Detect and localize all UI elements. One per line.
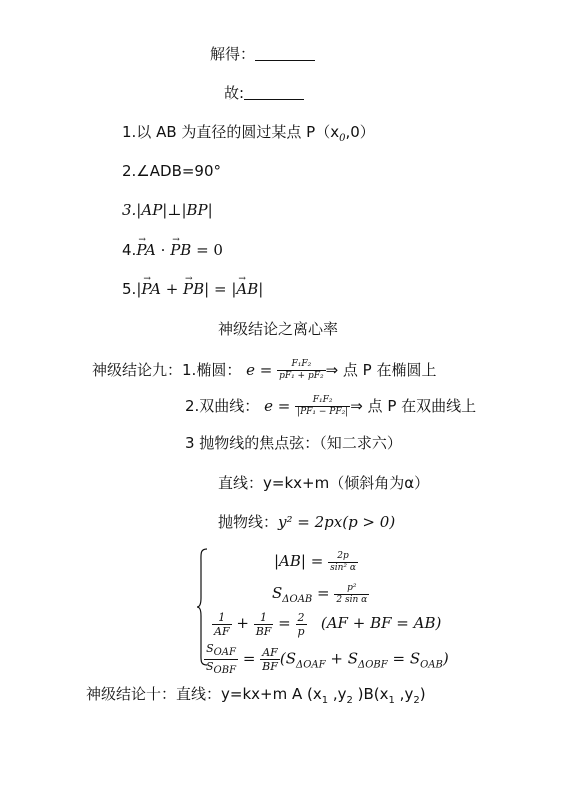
parabola-equation: y² = 2px(p > 0) <box>278 513 396 531</box>
ab-fraction <box>328 551 358 574</box>
condition-2-text: 2.∠ADB=90° <box>122 162 222 180</box>
condition-4: 4.→ PA · → PB = 0 <box>122 240 223 260</box>
parabola-prefix: 抛物线： <box>218 513 279 531</box>
recip-af: $\frac{1}{AF}$ <box>214 610 230 638</box>
vector-pb-2: → PB <box>183 279 204 299</box>
ten-end: ) <box>419 685 426 703</box>
area-num: p² <box>334 583 369 595</box>
conclusion-ten <box>86 684 426 711</box>
ab-num: 2p <box>328 551 358 563</box>
parabola-line <box>218 512 395 532</box>
vector-pa: → PA <box>136 240 156 260</box>
area-symbol: S <box>272 584 283 602</box>
solve-label: 解得： <box>210 45 256 63</box>
ten-sub-2: 2 <box>346 695 353 706</box>
area-sub: ΔOAB <box>282 594 313 605</box>
hyperbola-den: |PF₁ − PF₂| <box>297 407 349 417</box>
therefore-blank <box>244 85 304 100</box>
ellipse-prefix: 1.椭圆： <box>182 361 242 379</box>
ellipse-result: ⇒ 点 P 在椭圆上 <box>325 361 437 379</box>
ellipse-line: 神级结论九：1.椭圆： e = $\frac{\text{F₁F₂}}{\text{pF₁ + pF₂}}$ ⇒ 点 P 在椭圆上 <box>92 359 437 381</box>
section-title: 神级结论之离心率 <box>218 320 339 338</box>
ten-mid-3: ,y <box>394 685 414 703</box>
system-row-ratio: $\frac{S_{OAF}}{S_{OBF}}$ = $\frac{AF}{BF}$ $(S_{\Delta OAF} + S_{\Delta OBF} = S_{OAB})$ <box>206 642 449 677</box>
area-fraction <box>334 583 369 606</box>
hyperbola-line: 2.双曲线： e = $\frac{\text{F₁F₂}}{\text{|PF₁ − PF₂|}}$ ⇒ 点 P 在双曲线上 <box>185 395 477 417</box>
condition-4-text: 4. <box>122 241 137 259</box>
condition-2 <box>122 161 221 181</box>
system-row-recip: $\frac{1}{AF}$ + $\frac{1}{BF}$ = $\frac{2}{p}$ (AF + BF = AB) <box>214 610 442 638</box>
ab-den: sin² α <box>330 562 356 573</box>
condition-1 <box>122 122 375 149</box>
conclusion-ten-label: 神级结论十：直线：y=kx+m A (x <box>86 685 322 703</box>
ellipse-num: F₁F₂ <box>277 359 326 371</box>
solve-blank <box>255 46 315 61</box>
conclusion-nine-label: 神级结论九： <box>92 361 183 379</box>
condition-1-text: 1.以 AB 为直径的圆过某点 P（x <box>122 123 340 141</box>
ratio-tail: (S <box>279 649 297 668</box>
therefore-label: 故: <box>224 84 245 102</box>
condition-3 <box>122 200 213 220</box>
solve-line <box>210 44 315 64</box>
system-row-area: $S_{\Delta OAB}$ = $\frac{\text{p²}}{\text{2 sin α}}$ <box>272 582 368 605</box>
ten-sub-3: 1 <box>388 695 395 706</box>
ellipse-den: pF₁ + pF₂ <box>279 371 324 381</box>
ab-left: |AB| = <box>274 552 324 570</box>
vector-pb: → PB <box>170 240 191 260</box>
ten-mid-2: )B(x <box>352 685 389 703</box>
ratio-right: $\frac{AF}{BF}$ <box>262 646 278 674</box>
ten-sub-1: 1 <box>321 695 329 706</box>
condition-1-sub: 0 <box>339 133 346 144</box>
hyperbola-num: F₁F₂ <box>295 395 350 407</box>
condition-1-tail: ,0） <box>345 123 375 141</box>
condition-5: 5.|→ PA + → PB| = |→ AB| <box>122 279 263 299</box>
hyperbola-fraction <box>295 395 350 418</box>
ten-sub-4: 2 <box>413 695 420 706</box>
area-den: 2 sin α <box>336 594 368 605</box>
vector-pa-2: → PA <box>141 279 161 299</box>
therefore-line <box>224 83 304 103</box>
ratio-left: $\frac{S_{OAF}}{S_{OBF}}$ <box>206 642 237 677</box>
ellipse-fraction <box>277 359 326 382</box>
recip-p: $\frac{2}{p}$ <box>297 610 305 638</box>
condition-5-text: 5. <box>122 280 137 298</box>
system-row-ab <box>274 548 358 574</box>
condition-3-text: 3.|AP|⊥|BP| <box>122 201 213 219</box>
ten-mid-1: ,y <box>328 685 347 703</box>
hyperbola-result: ⇒ 点 P 在双曲线上 <box>350 397 477 415</box>
parabola-title: 3 抛物线的焦点弦：（知二求六） <box>185 434 402 452</box>
vector-ab: → AB <box>236 279 258 299</box>
line-equation: 直线：y=kx+m（倾斜角为α） <box>218 474 430 492</box>
hyperbola-prefix: 2.双曲线： <box>185 397 260 415</box>
recip-bf: $\frac{1}{BF}$ <box>255 610 272 638</box>
recip-tail: (AF + BF = AB) <box>320 614 442 632</box>
